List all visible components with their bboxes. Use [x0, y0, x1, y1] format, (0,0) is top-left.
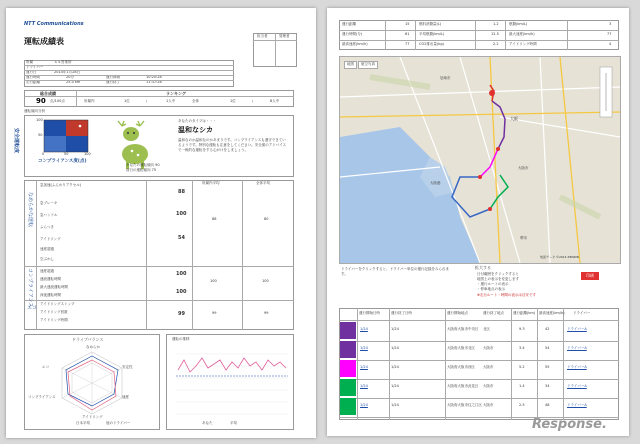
- stat-cell: 15: [405, 22, 410, 26]
- stat-cell: 77: [607, 32, 612, 36]
- trip-cell: 大阪府大阪市中央区: [447, 327, 479, 331]
- stat-cell: 12.5: [491, 32, 499, 36]
- trip-cell: 1/24: [391, 327, 399, 331]
- category-score: 54: [178, 235, 185, 241]
- stamp-label-manager: 管理者: [279, 34, 290, 38]
- trip-header: 運行開始日時: [359, 311, 380, 315]
- trip-start-link[interactable]: 1/24: [360, 403, 368, 407]
- info-label: 運行終了: [106, 80, 120, 84]
- type-name: 温和なシカ: [178, 126, 213, 134]
- legend-item: 前日の運転傾向 75: [126, 168, 157, 172]
- brand-logo: NTT Communications: [24, 21, 84, 27]
- matrix-tick: 100: [84, 152, 91, 156]
- info-label: 運行日: [26, 70, 37, 74]
- stat-cell: 運行距離: [342, 22, 356, 26]
- matrix-x-label: コンプライアンス度(点): [38, 159, 87, 164]
- type-description: 温和なのか温和なのかあまりです。コンプライアンスも遵守できているようです。特別な運転も注意をしてください。安全面のアドバイスで一般的な運転をする心がけをしましょう。: [178, 138, 287, 152]
- stat-cell: 2.2: [493, 42, 499, 46]
- driving-report-page: [6, 8, 316, 438]
- category-row: アイドリングストップ: [40, 302, 75, 306]
- stamp-label-staff: 担当者: [257, 34, 268, 38]
- overall-score: 90: [36, 97, 46, 105]
- category-name: エコ: [27, 305, 38, 311]
- trip-color-swatch: [340, 322, 356, 339]
- info-label: 所属: [26, 60, 33, 64]
- stat-cell: 61: [405, 32, 410, 36]
- radar-legend: 他のドライバー: [106, 421, 131, 425]
- caption-left: ドライバーをクリックすると、ドライバー単位の運行記録をみられます。: [341, 267, 450, 276]
- category-avg: 100: [262, 279, 269, 283]
- map-label: 大阪: [510, 116, 518, 121]
- category-name: コンプライアンス: [27, 268, 33, 308]
- info-label: ドライバー: [26, 65, 44, 69]
- trip-cell: 1/24: [391, 365, 399, 369]
- trip-cell: 5.2: [519, 365, 525, 369]
- report-title: 運転成績表: [24, 37, 64, 46]
- trip-color-swatch: [340, 379, 356, 396]
- trip-cell: 42: [545, 327, 550, 331]
- trip-cell: 2.5: [519, 403, 525, 407]
- info-value: 20分: [66, 75, 74, 79]
- trip-cell: 48: [545, 403, 550, 407]
- trip-driver-link[interactable]: ドライバーA: [567, 327, 587, 331]
- category-row: 急ハンドル: [40, 213, 58, 217]
- trip-cell: 大阪府大阪市北区: [447, 346, 475, 350]
- history-title: 運転の推移: [172, 337, 190, 341]
- stat-cell: アイドリング時間: [509, 42, 537, 46]
- info-value: 11:37:28: [146, 80, 162, 84]
- trip-color-swatch: [340, 398, 356, 415]
- category-row: 連続運転時間: [40, 277, 61, 281]
- trip-start-link[interactable]: 1/24: [360, 327, 368, 331]
- matrix-tick: 50: [64, 152, 69, 156]
- trip-stats-table: [339, 20, 619, 50]
- caption-note: ※走行ルート・時間の表示は目安です: [477, 293, 536, 297]
- trip-cell: 1/24: [391, 403, 399, 407]
- radar-label: なめらか: [86, 345, 100, 349]
- trip-start-link[interactable]: 1/24: [360, 346, 368, 350]
- trip-header: 運行距離(km): [513, 311, 536, 315]
- history-legend: あなた: [202, 421, 213, 425]
- category-score: 100: [176, 271, 187, 277]
- balance-title: ドライブバランス: [72, 337, 104, 342]
- watermark: Response.: [532, 417, 607, 432]
- matrix-tick: 50: [38, 133, 43, 137]
- trip-cell: 北区: [483, 327, 490, 331]
- category-score: 99: [178, 311, 185, 317]
- trip-cell: 大阪市: [483, 346, 494, 350]
- trip-cell: 大阪市: [483, 384, 494, 388]
- info-value: ｘｘ営業所: [54, 60, 72, 64]
- matrix-tick: 0: [42, 152, 45, 156]
- trip-start-link[interactable]: 1/24: [360, 365, 368, 369]
- caption-right-line: ・運行ルートの表示: [477, 282, 509, 286]
- stat-cell: 平均燃費(km/L): [419, 32, 445, 36]
- info-value: 2014年1月28日: [54, 70, 81, 74]
- trip-cell: 1/24: [391, 346, 399, 350]
- category-score: 88: [178, 189, 185, 195]
- map-tab[interactable]: 地図: [344, 61, 357, 69]
- category-row: 最大連続運転時間: [40, 285, 68, 289]
- info-label: 運行開始: [106, 75, 120, 79]
- info-value: 25.0 km: [66, 80, 81, 84]
- category-row: アイドリング時間: [40, 318, 68, 322]
- radar-label: 速度: [122, 395, 129, 399]
- stat-cell: 1.2: [493, 22, 499, 26]
- stat-cell: 運行時間(分): [342, 32, 363, 36]
- map-label: 大阪港: [430, 181, 441, 185]
- print-button[interactable]: 印刷: [581, 272, 599, 280]
- trip-cell: 大阪府大阪市此花区: [447, 384, 479, 388]
- trip-cell: 大阪市: [483, 365, 494, 369]
- trip-header: ドライバー: [573, 311, 591, 315]
- trip-cell: 大阪市: [483, 403, 494, 407]
- category-avg: 99: [212, 311, 217, 315]
- category-avg: 88: [212, 217, 217, 221]
- stat-cell: 最高速度(km/h): [342, 42, 368, 46]
- overall-unit: 点/100点: [50, 99, 65, 103]
- category-row: アイドリング: [40, 237, 61, 241]
- ranking-header: ランキング: [166, 90, 186, 96]
- trip-cell: 1/24: [391, 384, 399, 388]
- radar-legend: 日本平均: [76, 421, 90, 425]
- category-avg: 99: [264, 311, 269, 315]
- category-row: 速度超過: [40, 247, 54, 251]
- ranking-cell: /: [146, 100, 148, 103]
- trip-cell: 3.4: [519, 346, 525, 350]
- scores-header: 所属内平均: [202, 181, 220, 185]
- type-prefix: あなたのタイプは・・・: [178, 119, 217, 123]
- history-legend: 平均: [230, 421, 237, 425]
- category-score: 100: [176, 211, 187, 217]
- trip-cell: 54: [545, 346, 550, 350]
- ranking-cell: 全体: [192, 99, 199, 103]
- legend-item: あなたの運転傾向 90: [126, 163, 160, 167]
- category-row: 急ブレーキ: [40, 201, 58, 205]
- radar-label: アイドリング: [82, 415, 103, 419]
- trip-cell: 1.4: [519, 384, 525, 388]
- ranking-cell: 8人中: [270, 99, 280, 103]
- caption-right-line: ・停車地点の表示: [477, 287, 505, 291]
- map-attribution: 地図データ ©2014 ZENRIN: [540, 255, 579, 259]
- info-label: 走行距離: [26, 80, 40, 84]
- category-row: 速度超過: [40, 269, 54, 273]
- type-section-title: 運転傾向分析: [24, 109, 45, 113]
- trip-cell: 55: [545, 365, 550, 369]
- stat-cell: CO2排出量(kg): [419, 42, 444, 46]
- caption-right-line: 地図上の表示を変更します: [477, 277, 519, 281]
- radar-label: エコ: [42, 365, 49, 369]
- detail-scores-table: [24, 180, 294, 330]
- category-avg: 80: [264, 217, 269, 221]
- info-value: 10:20:28: [146, 75, 162, 79]
- matrix-tick: 100: [36, 118, 43, 122]
- category-score: 100: [176, 289, 187, 295]
- category-avg: 100: [210, 279, 217, 283]
- matrix-y-label: 安全運転度: [13, 128, 19, 154]
- trip-cell: 大阪府大阪市西区: [447, 365, 475, 369]
- ranking-cell: 1位: [230, 99, 236, 103]
- trip-header: 運行開始地点: [447, 311, 468, 315]
- map-label: 大阪市: [518, 166, 529, 170]
- stat-cell: 77: [405, 42, 410, 46]
- map-label: 堺市: [520, 236, 527, 240]
- stat-cell: 燃料消費量(L): [419, 22, 442, 26]
- trip-cell: 大阪府大阪市住之江区: [447, 403, 482, 407]
- category-row: 急加速(ふんわりアクセル): [40, 183, 82, 187]
- map-label: 尼崎市: [440, 76, 451, 80]
- category-row: 深夜運転時間: [40, 293, 61, 297]
- ranking-cell: /: [252, 100, 254, 103]
- overall-header: 総合成績: [40, 90, 56, 96]
- trip-driver-link[interactable]: ドライバーA: [567, 365, 587, 369]
- trip-driver-link[interactable]: ドライバーA: [567, 346, 587, 350]
- category-row: 空ぶかし: [40, 257, 54, 261]
- trip-cell: 34: [545, 384, 550, 388]
- trip-color-swatch: [340, 341, 356, 358]
- trip-header: 最高速度(km/h): [539, 311, 565, 315]
- stat-cell: 燃費(km/L): [509, 22, 528, 26]
- route-map[interactable]: [339, 56, 621, 264]
- trip-header: 運行終了地点: [483, 311, 504, 315]
- map-tab[interactable]: 航空写真: [358, 61, 378, 69]
- stat-cell: 3: [609, 22, 612, 26]
- ranking-cell: 1人中: [166, 99, 176, 103]
- trip-driver-link[interactable]: ドライバーA: [567, 403, 587, 407]
- trip-header: 運行終了日時: [391, 311, 412, 315]
- caption-right-line: 日付範囲をクリックすると: [477, 272, 519, 276]
- history-line-chart: [172, 346, 290, 422]
- category-row: アイドリング回数: [40, 310, 68, 314]
- category-name: なめらかな運転: [27, 192, 33, 228]
- scores-header: 全体平均: [256, 181, 270, 185]
- trip-cell: 9.3: [519, 327, 525, 331]
- radar-label: 安定性: [122, 365, 133, 369]
- ranking-cell: 1位: [124, 99, 130, 103]
- trip-map-page: [327, 8, 629, 436]
- trip-color-swatch: [340, 360, 356, 377]
- stat-cell: 4: [609, 42, 612, 46]
- stat-cell: 最大速度(km/h): [509, 32, 535, 36]
- radar-label: コンプライアンス: [28, 395, 56, 399]
- caption-right-title: 拡大する: [475, 265, 491, 270]
- info-label: 運行時間: [26, 75, 40, 79]
- category-row: ふらつき: [40, 225, 54, 229]
- ranking-cell: 所属内: [84, 99, 95, 103]
- trip-driver-link[interactable]: ドライバーA: [567, 384, 587, 388]
- trip-start-link[interactable]: 1/24: [360, 384, 368, 388]
